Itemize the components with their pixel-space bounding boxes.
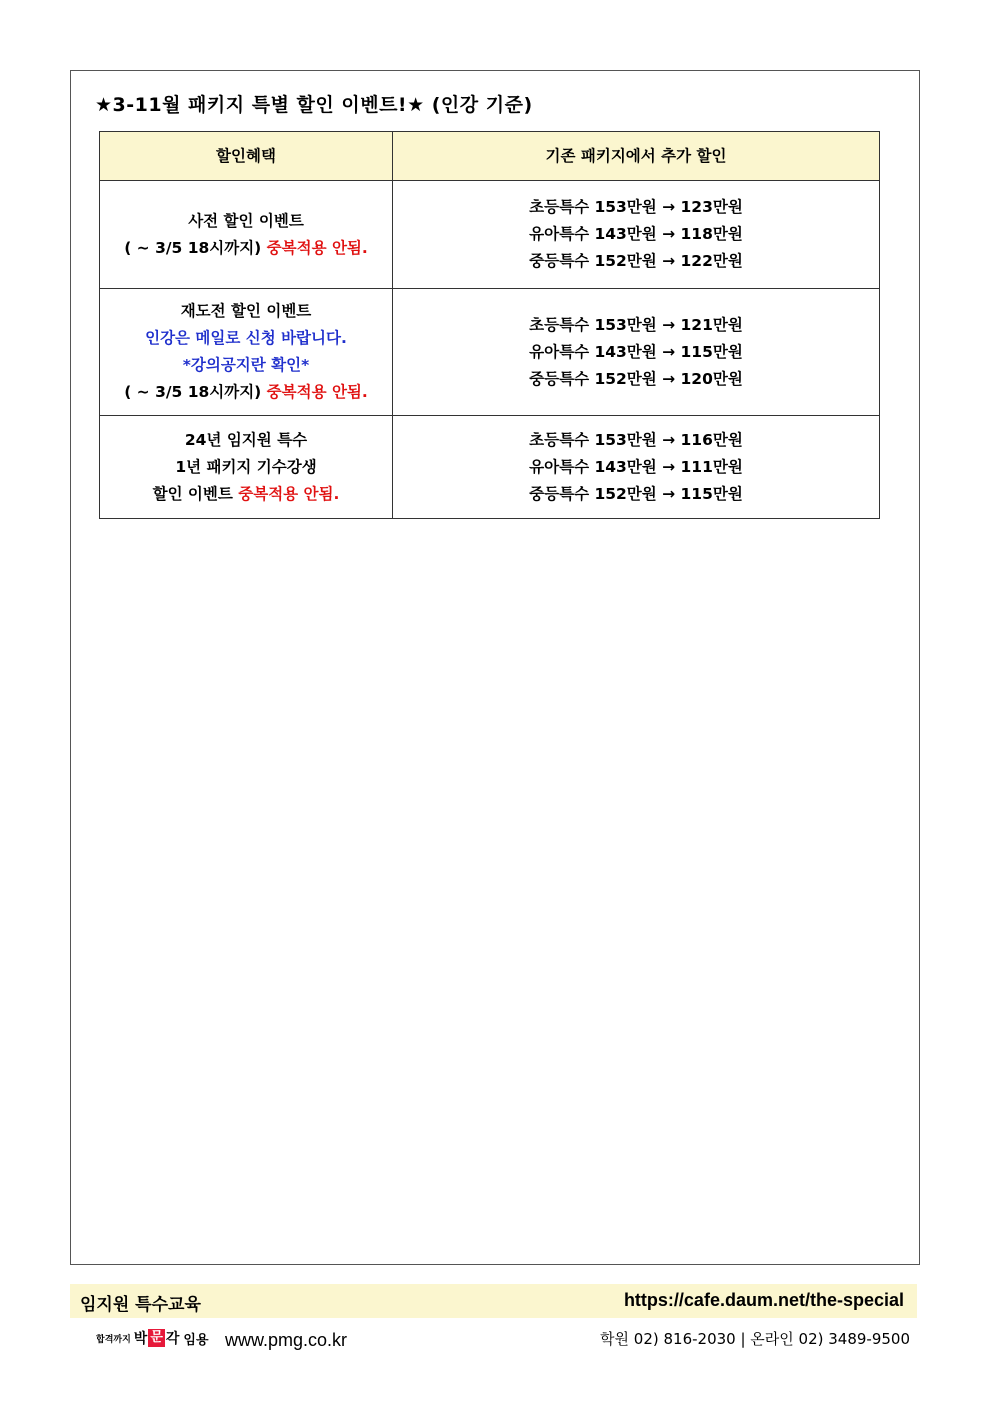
price-line: 초등특수 153만원 → 123만원 <box>529 198 743 216</box>
logo-text-box: 문 <box>150 1330 163 1345</box>
table-header-row <box>100 132 880 181</box>
table-row <box>100 289 880 416</box>
benefit-note <box>100 481 392 508</box>
price-line: 중등특수 152만원 → 115만원 <box>529 484 743 503</box>
price-line: 초등특수 153만원 → 121만원 <box>529 315 743 334</box>
deadline-text: ( ~ 3/5 18시까지) <box>124 238 267 257</box>
table-row <box>100 181 880 289</box>
benefit-note <box>100 379 392 406</box>
benefit-cell <box>100 416 393 519</box>
cafe-link[interactable]: https://cafe.daum.net/the-special <box>623 1290 904 1310</box>
benefit-cell <box>100 181 393 289</box>
website-link[interactable]: www.pmg.co.kr <box>225 1330 348 1350</box>
header-extra-discount: 기존 패키지에서 추가 할인 <box>393 132 880 181</box>
benefit-title: 사전 할인 이벤트 <box>188 211 304 230</box>
page-title: ★3-11월 패키지 특별 할인 이벤트!★ (인강 기준) <box>95 94 533 116</box>
deadline-text: ( ~ 3/5 18시까지) <box>124 383 267 401</box>
no-stacking-text: 중복적용 안됨. <box>238 484 340 503</box>
benefit-cell <box>100 289 393 416</box>
benefit-title: 재도전 할인 이벤트 <box>180 302 312 320</box>
check-notice-text: *강의공지란 확인* <box>182 356 310 374</box>
footer-brand: 임지원 특수교육 <box>80 1295 201 1315</box>
price-line: 유아특수 143만원 → 111만원 <box>529 457 743 476</box>
benefit-note <box>100 235 392 262</box>
price-cell <box>393 181 880 289</box>
price-line: 초등특수 153만원 → 116만원 <box>529 430 743 449</box>
price-line: 중등특수 152만원 → 122만원 <box>529 252 743 270</box>
no-stacking-text: 중복적용 안됨. <box>266 238 368 257</box>
contact-info: 학원 02) 816-2030 | 온라인 02) 3489-9500 <box>600 1330 910 1348</box>
logo-tagline: 합격까지 <box>96 1334 131 1345</box>
price-cell <box>393 289 880 416</box>
price-cell <box>393 416 880 519</box>
apply-by-email-text: 인강은 메일로 신청 바랍니다. <box>145 329 347 347</box>
event-text: 할인 이벤트 <box>152 484 239 503</box>
logo-text-pre: 박 <box>133 1331 148 1347</box>
price-line: 중등특수 152만원 → 120만원 <box>529 369 743 388</box>
logo-text-post: 각 <box>165 1331 180 1347</box>
benefit-subtitle: 1년 패키지 기수강생 <box>175 457 317 476</box>
price-line: 유아특수 143만원 → 115만원 <box>529 342 743 361</box>
logo-text-tail: 임용 <box>183 1332 209 1348</box>
table-row <box>100 416 880 519</box>
price-line: 유아특수 143만원 → 118만원 <box>529 225 743 243</box>
discount-table <box>99 131 880 519</box>
pmg-logo <box>96 1326 209 1350</box>
no-stacking-text: 중복적용 안됨. <box>266 383 368 401</box>
header-benefit: 할인혜택 <box>100 132 393 181</box>
benefit-title: 24년 임지원 특수 <box>184 430 308 449</box>
